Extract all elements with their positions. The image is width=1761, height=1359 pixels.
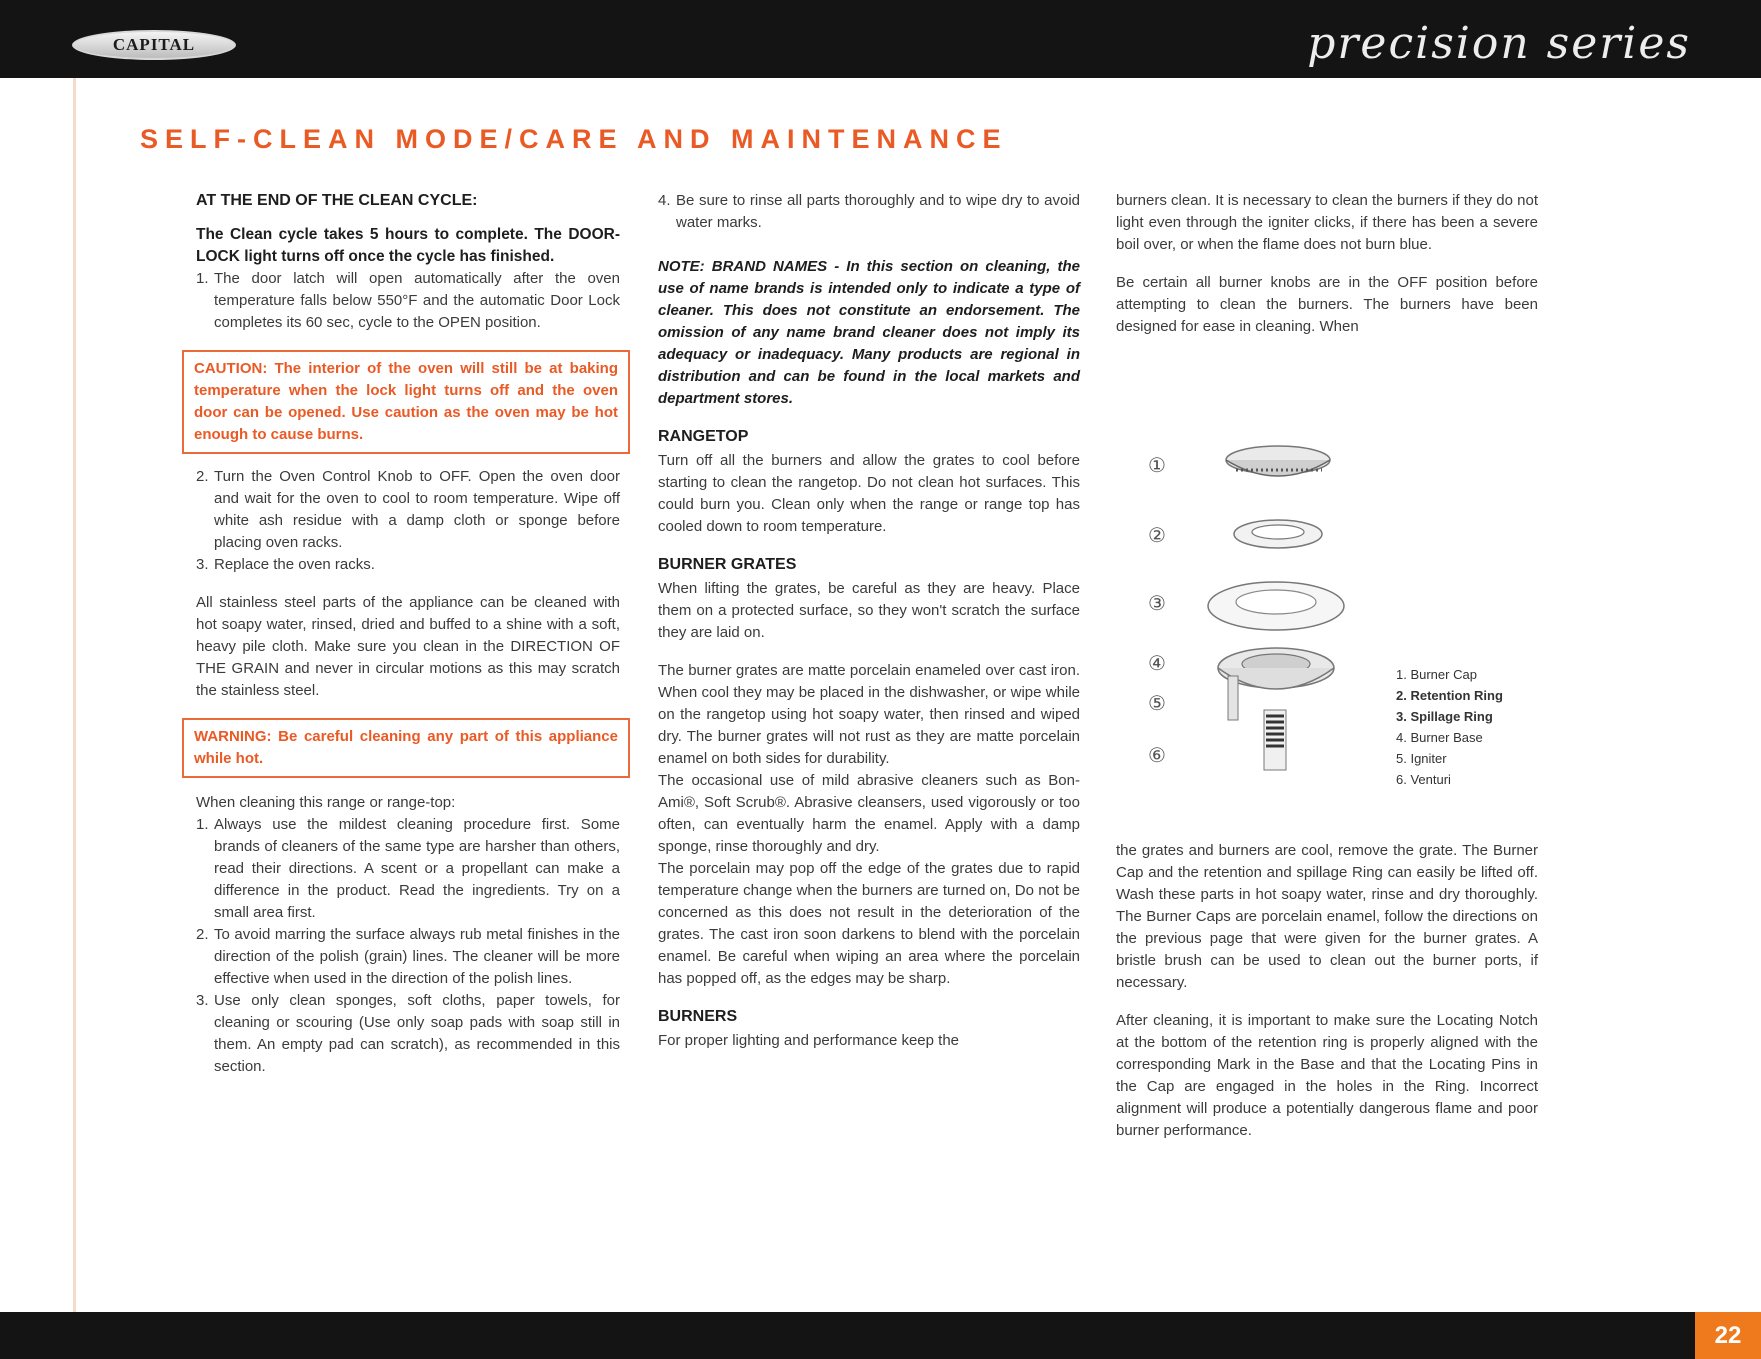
marker-3: ③ <box>1148 591 1166 615</box>
grates-paragraph-3: The occasional use of mild abrasive cleaners such as Bon-Ami®, Soft Scrub®. Abrasive cleansers, used vigorously or too often, can eventually harm the enamel. Apply with a damp sponge, rinse thoroughly and dry. <box>658 772 1080 855</box>
grates-paragraph-4: The porcelain may pop off the edge of the grates due to rapid temperature change when the burners are turned on, Do not be concerned as this does not result in the deterioration of the grates. The cast iron soon darkens to blend with the porcelain enamel. Be careful when wiping an area where the porcelain has popped off, as the edges may be sharp. <box>658 860 1080 987</box>
igniter-part <box>1228 676 1238 720</box>
burner-cap-part <box>1226 446 1330 476</box>
tip-3-number: 3. <box>196 992 209 1009</box>
caution-box: CAUTION: The interior of the oven will still be at baking temperature when the lock light turns off and the oven door can be opened. Use caution as the oven may be hot enough to cause burns. <box>182 350 630 454</box>
step-3 <box>196 554 620 576</box>
burners-paragraph-3: the grates and burners are cool, remove the grate. The Burner Cap and the retention and spillage Ring can easily be lifted off. Wash these parts in hot soapy water, rinse and dry thoroughly. The Burner Caps are porcelain enamel, follow the directions on the previous page that were given for the burner grates. A bristle brush can be used to clean out the burner ports, if necessary. <box>1116 842 1538 991</box>
series-title: precision series <box>1307 18 1691 69</box>
burners-paragraph-1: burners clean. It is necessary to clean the burners if they do not light even through the igniter clicks, if there has been a severe boil over, or when the flame does not burn blue. <box>1116 192 1538 253</box>
step-1-text: The door latch will open automatically after the oven temperature falls below 550°F and the automatic Door Lock completes its 60 sec, cycle to the OPEN position. <box>214 270 620 331</box>
brand-names-note: NOTE: BRAND NAMES - In this section on cleaning, the use of name brands is intended only to indicate a type of cleaner. This does not constitute an endorsement. The omission of any name brand cleaner does not imply its adequacy or inadequacy. Many products are regional in distribution and can be found in the local markets and department stores. <box>658 258 1080 407</box>
tip-3 <box>196 990 620 1078</box>
legend-igniter: 5. Igniter <box>1396 751 1447 766</box>
tip-1 <box>196 814 620 924</box>
step-3-text: Replace the oven racks. <box>214 556 375 573</box>
tip-2-number: 2. <box>196 926 209 943</box>
column-2 <box>658 190 1080 1052</box>
stainless-steel-paragraph: All stainless steel parts of the appliance can be cleaned with hot soapy water, rinsed, dried and buffed to a shine with a soft, heavy pile cloth. Make sure you clean in the DIRECTION OF THE GRAIN and never in circular motions as this may scratch the stainless steel. <box>196 594 620 699</box>
tip-3-text: Use only clean sponges, soft cloths, paper towels, for cleaning or scouring (Use only soap pads with soap still in them. An empty pad can scratch), as recommended in this section. <box>214 992 620 1075</box>
clean-cycle-intro: The Clean cycle takes 5 hours to complete. The DOOR-LOCK light turns off once the cycle has finished. <box>196 226 620 265</box>
legend-burner-base: 4. Burner Base <box>1396 730 1483 745</box>
rangetop-heading: RANGETOP <box>658 428 749 445</box>
clean-cycle-heading: AT THE END OF THE CLEAN CYCLE: <box>196 192 478 209</box>
grates-paragraph-1: When lifting the grates, be careful as they are heavy. Place them on a protected surface, so they won't scratch the surface they are laid on. <box>658 580 1080 641</box>
tip-4 <box>658 190 1080 234</box>
rangetop-text: Turn off all the burners and allow the grates to cool before starting to clean the rangetop. Do not clean hot surfaces. This could burn you. Clean only when the range or range top has cooled down to room temperature. <box>658 452 1080 535</box>
burners-heading: BURNERS <box>658 1008 738 1025</box>
step-3-number: 3. <box>196 556 209 573</box>
column-1 <box>196 190 620 1078</box>
tip-4-number: 4. <box>658 192 671 209</box>
legend-burner-cap: 1. Burner Cap <box>1396 667 1477 682</box>
legend-venturi: 6. Venturi <box>1396 772 1451 787</box>
tip-2-text: To avoid marring the surface always rub metal finishes in the direction of the polish (grain) lines. The cleaner will be more effective when used in the direction of the polish lines. <box>214 926 620 987</box>
header-bar <box>0 0 1761 78</box>
burners-text: For proper lighting and performance keep the <box>658 1032 960 1049</box>
when-cleaning-text: When cleaning this range or range-top: <box>196 794 456 811</box>
page-title: SELF-CLEAN MODE/CARE AND MAINTENANCE <box>140 124 1008 154</box>
legend-retention-ring: 2. Retention Ring <box>1396 688 1503 703</box>
capital-logo <box>72 30 236 60</box>
burners-paragraph-2: Be certain all burner knobs are in the OFF position before attempting to clean the burners. The burners have been designed for ease in cleaning. When <box>1116 274 1538 335</box>
legend-spillage-ring: 3. Spillage Ring <box>1396 709 1493 724</box>
step-2 <box>196 466 620 554</box>
column-3 <box>1116 190 1538 338</box>
tip-4-text: Be sure to rinse all parts thoroughly and to wipe dry to avoid water marks. <box>676 192 1080 231</box>
step-2-number: 2. <box>196 468 209 485</box>
warning-box: WARNING: Be careful cleaning any part of this appliance while hot. <box>182 718 630 778</box>
marker-6: ⑥ <box>1148 743 1166 767</box>
burners-paragraph-4: After cleaning, it is important to make sure the Locating Notch at the bottom of the retention ring is properly aligned with the corresponding Mark in the Base and that the Locating Pins in the Cap are engaged in the holes in the Ring. Incorrect alignment will produce a potentially dangerous flame and poor burner performance. <box>1116 1012 1538 1139</box>
tip-2 <box>196 924 620 990</box>
logo-text: CAPITAL <box>112 35 196 54</box>
retention-ring-part <box>1234 520 1322 548</box>
page-number: 22 <box>1695 1312 1761 1359</box>
column-3-lower <box>1116 840 1538 1142</box>
footer-bar <box>0 1312 1761 1359</box>
tip-1-number: 1. <box>196 816 209 833</box>
tip-1-text: Always use the mildest cleaning procedure first. Some brands of cleaners of the same type are harsher than others, read their directions. A scent or a propellant can make a difference in the product. Read the ingredients. Try on a small area first. <box>214 816 620 921</box>
diagram-legend <box>1396 664 1503 790</box>
step-1-number: 1. <box>196 270 209 287</box>
left-margin-rule <box>73 78 76 1312</box>
marker-1: ① <box>1148 453 1166 477</box>
burner-grates-heading: BURNER GRATES <box>658 556 797 573</box>
step-2-text: Turn the Oven Control Knob to OFF. Open the oven door and wait for the oven to cool to room temperature. Wipe off white ash residue with a damp cloth or sponge before placing oven racks. <box>214 468 620 551</box>
step-1 <box>196 268 620 334</box>
spillage-ring-part <box>1208 582 1344 630</box>
marker-5: ⑤ <box>1148 691 1166 715</box>
marker-4: ④ <box>1148 651 1166 675</box>
marker-2: ② <box>1148 523 1166 547</box>
grates-paragraph-2: The burner grates are matte porcelain enameled over cast iron. When cool they may be placed in the dishwasher, or wipe while on the rangetop using hot soapy water, then rinsed and wiped dry. The burner grates will not rust as they are matte porcelain enamel on both sides for durability. <box>658 662 1080 767</box>
venturi-part <box>1264 710 1286 770</box>
